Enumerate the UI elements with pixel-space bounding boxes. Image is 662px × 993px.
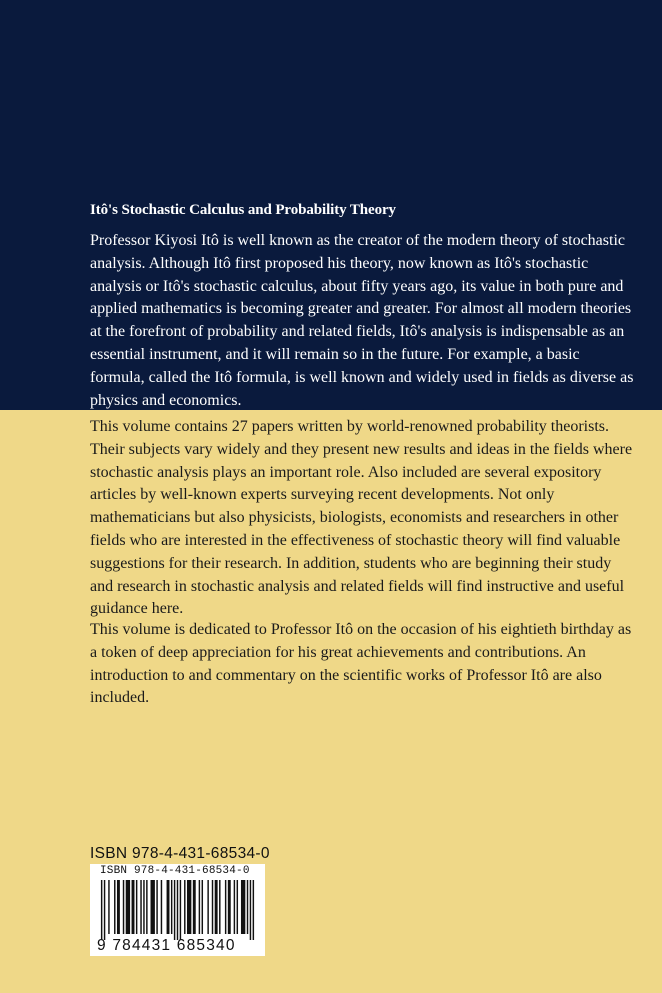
barcode-bar (123, 880, 124, 934)
barcode-bar (193, 880, 196, 934)
barcode-bar (108, 880, 109, 934)
barcode-bar (241, 880, 245, 934)
barcode-bar (180, 880, 181, 940)
barcode-bar (171, 880, 172, 934)
barcode-bar (250, 880, 251, 940)
barcode-bar (114, 880, 115, 934)
barcode-bar (215, 880, 218, 934)
barcode-bar (143, 880, 144, 934)
barcode (90, 864, 265, 956)
barcode-bar (187, 880, 191, 934)
description-paragraph-1: Professor Kiyosi Itô is well known as the creator of the modern theory of stochastic analysis. Although Itô first proposed his theory, now known as Itô's stochastic analysis or Itô's stochastic calculus, about fifty years ago, its value in both pure and applied mathematics is becoming greater and greater. For almost all modern theories at the forefront of probability and related fields, Itô's analysis is indispensable as an essential instrument, and it will remain so in the future. For example, a basic formula, called the Itô formula, is well known and widely used in fields as diverse as physics and economics. (90, 232, 634, 409)
barcode-bar (161, 880, 162, 934)
barcode-bar (174, 880, 175, 940)
description-paragraph-2: This volume contains 27 papers written by world-renowned probability theorists. Their subjects vary widely and they present new results and ideas in the fields where stochastic analysis plays an important role. Also included are several expository articles by well-known experts surveying recent developments. Not only mathematicians but also physicists, biologists, economists and researchers in other fields who are interested in the effectiveness of stochastic theory will find valuable suggestions for their research. In addition, students who are beginning their study and research in stochastic analysis and related fields will find instructive and useful guidance here. (90, 418, 633, 618)
barcode-bar (253, 880, 254, 940)
barcode-isbn-caption: ISBN 978-4-431-68534-0 (100, 865, 250, 877)
barcode-bar (104, 880, 105, 940)
barcode-bar (132, 880, 135, 934)
barcode-bar (212, 880, 213, 934)
barcode-bar (247, 880, 248, 934)
barcode-bar (225, 880, 226, 934)
barcode-bar (140, 880, 141, 934)
barcode-bar (151, 880, 155, 934)
barcode-bar (126, 880, 130, 934)
barcode-bar (156, 880, 157, 934)
barcode-digits: 9 784431 685340 (97, 937, 236, 954)
barcode-bar (146, 880, 147, 934)
barcode-bar (117, 880, 120, 934)
barcode-bars (98, 880, 257, 940)
barcode-bar (234, 880, 235, 934)
barcode-bar (228, 880, 231, 934)
barcode-bar (136, 880, 137, 934)
barcode-bar (177, 880, 178, 940)
isbn-label: ISBN 978-4-431-68534-0 (90, 845, 270, 862)
barcode-bar (219, 880, 220, 934)
barcode-bar (167, 880, 170, 934)
barcode-bar (207, 880, 208, 934)
description-paragraph-3: This volume is dedicated to Professor Itô on the occasion of his eightieth birthday as a token of deep appreciation for his great achievements and contributions. An introduction to and commentary on the scientific works of Professor Itô are also included. (90, 621, 632, 707)
barcode-bar (202, 880, 203, 934)
barcode-bar (199, 880, 200, 934)
book-title: Itô's Stochastic Calculus and Probability Theory (90, 202, 396, 218)
barcode-bar (237, 880, 238, 934)
barcode-bar (184, 880, 185, 934)
barcode-bar (101, 880, 102, 940)
